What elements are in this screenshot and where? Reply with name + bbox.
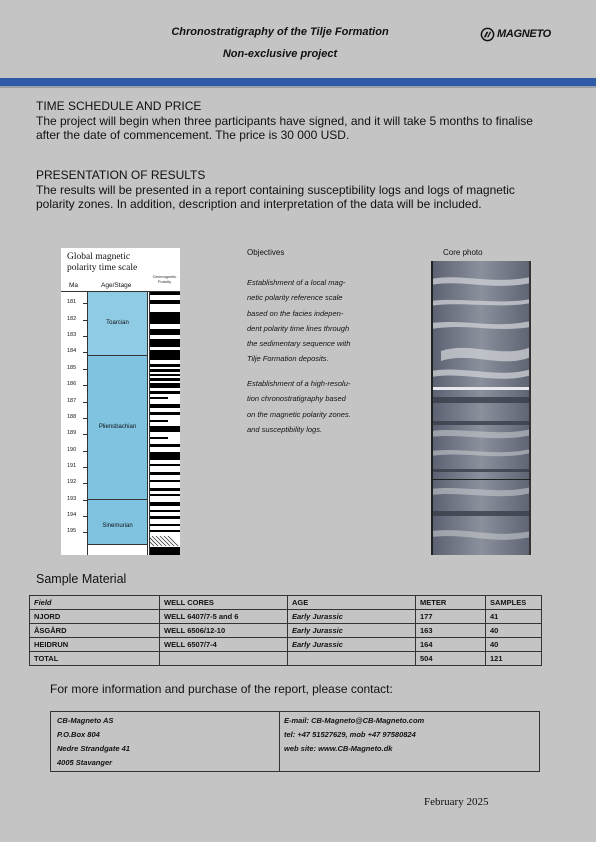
timescale-tick-mark xyxy=(83,532,87,533)
timescale-tick-mark xyxy=(83,352,87,353)
table-row: NJORD WELL 6407/7-5 and 6 Early Jurassic 177 41 xyxy=(30,610,542,624)
timescale-tick-label: 192 xyxy=(67,479,77,486)
timescale-polarity-header: Geomagnetic Polarity xyxy=(152,274,177,284)
polarity-band xyxy=(150,480,180,482)
timescale-tick-mark xyxy=(83,467,87,468)
timescale-tick-label: 182 xyxy=(67,315,77,322)
timescale-tick-mark xyxy=(83,451,87,452)
polarity-band xyxy=(150,378,180,381)
polarity-band xyxy=(150,364,180,367)
objectives-paragraph-1: Establishment of a local mag- netic polarity reference scale based on the facies indepen- dent polarity time lines through the sedimentary sequence with Tilje Formation deposits. xyxy=(247,278,351,364)
page-title: Chronostratigraphy of the Tilje Formation xyxy=(171,26,389,38)
contact-box xyxy=(50,711,540,772)
postal-box: P.O.Box 804 xyxy=(57,730,100,739)
timescale-tick-mark xyxy=(83,303,87,304)
polarity-band xyxy=(150,374,180,376)
table-header-cell: Field xyxy=(30,596,160,610)
company-name: CB-Magneto AS xyxy=(57,716,114,725)
timescale-tick-label: 183 xyxy=(67,332,77,339)
timescale-tick-label: 189 xyxy=(67,430,77,437)
polarity-band xyxy=(150,383,180,388)
timescale-tick-mark xyxy=(83,418,87,419)
timescale-ma-header: Ma xyxy=(69,282,79,289)
timescale-tick-mark xyxy=(83,483,87,484)
timescale-tick-mark xyxy=(83,402,87,403)
email-text: E-mail: CB-Magneto@CB-Magneto.com xyxy=(284,716,425,725)
timescale-tick-label: 187 xyxy=(67,397,77,404)
timescale-tick-mark xyxy=(83,369,87,370)
polarity-band xyxy=(150,472,180,475)
company-logo xyxy=(480,24,560,44)
timescale-stage-header: Age/Stage xyxy=(101,282,132,289)
city-address: 4005 Stavanger xyxy=(57,758,113,767)
polarity-band xyxy=(150,420,168,422)
polarity-band xyxy=(150,502,180,506)
core-photo xyxy=(431,261,531,555)
table-header-row xyxy=(30,596,542,610)
stage-label: Toarcian xyxy=(106,319,129,326)
time-schedule-heading: TIME SCHEDULE AND PRICE xyxy=(36,99,202,113)
polarity-band xyxy=(150,510,180,512)
objectives-paragraph-2: Establishment of a high-resolu- tion chronostratigraphy based on the magnetic polarity zones. and susceptibility logs. xyxy=(247,379,351,434)
polarity-band xyxy=(150,369,180,372)
table-header-cell: SAMPLES xyxy=(486,596,542,610)
polarity-band xyxy=(150,452,180,460)
document-date: February 2025 xyxy=(424,796,489,808)
core-photo-heading: Core photo xyxy=(443,248,483,257)
timescale-tick-label: 188 xyxy=(67,413,77,420)
contact-heading: For more information and purchase of the report, please contact: xyxy=(50,682,393,696)
timescale-tick-mark xyxy=(83,385,87,386)
polarity-band xyxy=(150,530,180,532)
timescale-tick-label: 185 xyxy=(67,364,77,371)
table-header-cell: METER xyxy=(416,596,486,610)
timescale-tick-label: 191 xyxy=(67,462,77,469)
timescale-tick-mark xyxy=(83,320,87,321)
table-row: ÅSGÅRD WELL 6506/12-10 Early Jurassic 163 40 xyxy=(30,624,542,638)
time-schedule-text: The project will begin when three participants have signed, and it will take 5 months to finalise after the date of commencement. The price is 30 000 USD. xyxy=(36,114,533,142)
polarity-band xyxy=(150,547,180,555)
timescale-tick-label: 190 xyxy=(67,446,77,453)
table-header-cell: WELL CORES xyxy=(160,596,288,610)
results-text: The results will be presented in a report containing susceptibility logs and logs of magnetic polarity zones. In addition, description and interpretation of the data will be included. xyxy=(36,183,515,211)
header-divider xyxy=(0,86,596,88)
logo-text: MAGNETO xyxy=(497,28,551,40)
phone-text: tel: +47 51527629, mob +47 97580824 xyxy=(284,730,416,739)
polarity-band xyxy=(150,312,180,324)
polarity-band xyxy=(150,444,180,447)
sample-material-heading: Sample Material xyxy=(36,572,127,586)
polarity-band xyxy=(150,300,180,304)
polarity-band xyxy=(150,488,180,491)
polarity-band xyxy=(150,437,168,439)
objectives-heading: Objectives xyxy=(247,248,285,257)
polarity-band xyxy=(150,516,180,519)
stage-label: Sinemurian xyxy=(102,523,133,530)
polarity-time-scale-figure xyxy=(61,248,180,555)
polarity-band xyxy=(150,339,180,347)
table-row: HEIDRUN WELL 6507/7-4 Early Jurassic 164 40 xyxy=(30,638,542,652)
table-header-cell: AGE xyxy=(288,596,416,610)
timescale-tick-label: 184 xyxy=(67,348,77,355)
timescale-tick-label: 194 xyxy=(67,511,77,518)
polarity-band xyxy=(150,494,180,496)
polarity-band xyxy=(150,412,180,415)
polarity-band xyxy=(150,292,180,295)
polarity-band xyxy=(150,426,180,432)
timescale-tick-label: 181 xyxy=(67,299,77,306)
timescale-tick-label: 193 xyxy=(67,495,77,502)
cb-logo-icon xyxy=(480,27,495,42)
polarity-column xyxy=(150,292,180,555)
street-address: Nedre Strandgate 41 xyxy=(57,744,130,753)
table-total-row: TOTAL 504 121 xyxy=(30,652,542,666)
sample-material-table xyxy=(29,595,542,666)
header-accent-bar xyxy=(0,78,596,86)
polarity-band xyxy=(150,350,180,360)
timescale-tick-mark xyxy=(83,336,87,337)
page-subtitle: Non-exclusive project xyxy=(222,48,338,60)
polarity-band xyxy=(150,329,180,335)
polarity-band xyxy=(150,524,180,526)
polarity-band xyxy=(150,464,180,466)
polarity-band xyxy=(150,391,180,394)
polarity-band xyxy=(150,404,180,408)
timescale-title: Global magnetic polarity time scale xyxy=(67,252,138,273)
timescale-tick-mark xyxy=(83,434,87,435)
results-heading: PRESENTATION OF RESULTS xyxy=(36,168,206,182)
timescale-tick-label: 195 xyxy=(67,528,77,535)
timescale-tick-mark xyxy=(83,500,87,501)
website-text: web site: www.CB-Magneto.dk xyxy=(284,744,393,753)
polarity-band xyxy=(150,397,168,399)
timescale-tick-mark xyxy=(83,516,87,517)
stage-label: Pliensbachian xyxy=(98,423,137,430)
timescale-tick-label: 186 xyxy=(67,381,77,388)
